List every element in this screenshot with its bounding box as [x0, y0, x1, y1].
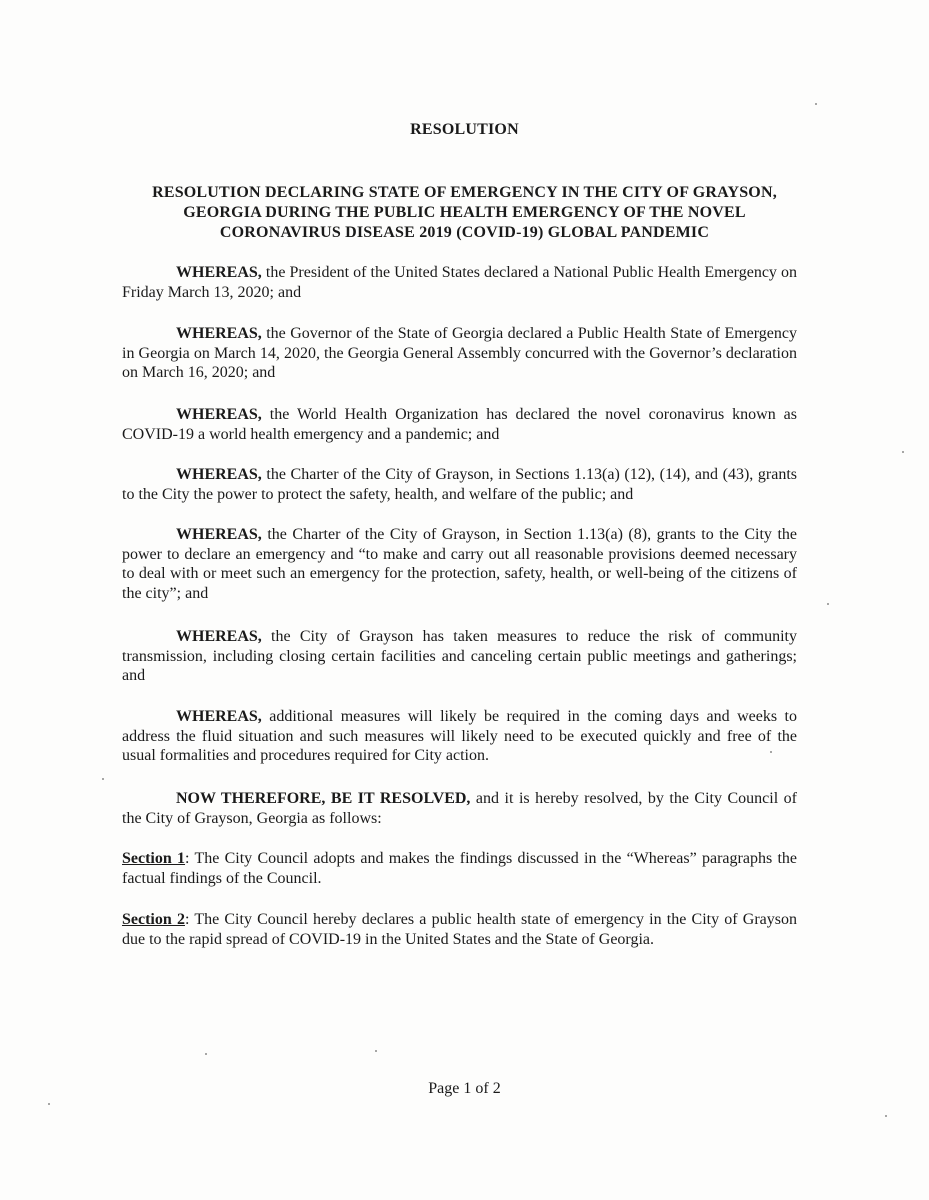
whereas-paragraph-7	[122, 707, 797, 766]
paragraph-text: the Charter of the City of Grayson, in Sections 1.13(a) (12), (14), and (43), grants to the City the power to protect the safety, health, and welfare of the public; and	[122, 466, 797, 503]
scan-speck	[48, 1103, 50, 1105]
paragraph-text: the World Health Organization has declared the novel coronavirus known as COVID-19 a world health emergency and a pandemic; and	[122, 406, 797, 443]
section-label: Section 2	[122, 911, 185, 928]
section-2	[122, 910, 797, 949]
scan-speck	[375, 1050, 377, 1052]
section-text: : The City Council hereby declares a public health state of emergency in the City of Grayson due to the rapid spread of COVID-19 in the United States and the State of Georgia.	[122, 911, 797, 948]
paragraph-text: the City of Grayson has taken measures to reduce the risk of community transmission, including closing certain facilities and canceling certain public meetings and gatherings; and	[122, 628, 797, 684]
whereas-paragraph-2	[122, 324, 797, 383]
scan-speck	[902, 451, 904, 453]
paragraph-text: the Charter of the City of Grayson, in Section 1.13(a) (8), grants to the City the power to declare an emergency and “to make and carry out all reasonable provisions deemed necessary to deal with or meet such an emergency for the protection, safety, health, or well-being of the citizens of the city”; and	[122, 526, 797, 602]
whereas-paragraph-1	[122, 263, 797, 302]
section-label: Section 1	[122, 850, 186, 867]
paragraph-lead: WHEREAS,	[176, 466, 262, 483]
document-title: RESOLUTION	[410, 121, 519, 138]
paragraph-text: the President of the United States declared a National Public Health Emergency on Friday March 13, 2020; and	[122, 264, 797, 301]
paragraph-text: and it is hereby resolved, by the City Council of the City of Grayson, Georgia as follows:	[122, 790, 797, 827]
paragraph-text: additional measures will likely be required in the coming days and weeks to address the fluid situation and such measures will likely need to be executed quickly and free of the usual formalities and procedures required for City action.	[122, 708, 797, 764]
page-number: Page 1 of 2	[428, 1080, 501, 1097]
scan-speck	[770, 751, 772, 753]
whereas-paragraph-5	[122, 525, 797, 603]
paragraph-text: the Governor of the State of Georgia declared a Public Health State of Emergency in Georgia on March 14, 2020, the Georgia General Assembly concurred with the Governor’s declaration on March 16, 2020; and	[122, 325, 797, 381]
paragraph-lead: WHEREAS,	[176, 325, 262, 342]
scan-speck	[815, 103, 817, 105]
section-text: : The City Council adopts and makes the findings discussed in the “Whereas” paragraphs the factual findings of the Council.	[122, 850, 797, 887]
resolution-subtitle	[0, 183, 929, 243]
whereas-paragraph-3	[122, 405, 797, 444]
resolved-paragraph	[122, 789, 797, 828]
subtitle-line: RESOLUTION DECLARING STATE OF EMERGENCY IN THE CITY OF GRAYSON,	[152, 184, 777, 201]
paragraph-lead: WHEREAS,	[176, 628, 262, 645]
scan-speck	[102, 778, 104, 780]
section-1	[122, 849, 797, 888]
paragraph-lead: NOW THEREFORE, BE IT RESOLVED,	[176, 790, 471, 807]
scan-speck	[885, 1115, 887, 1117]
subtitle-line: GEORGIA DURING THE PUBLIC HEALTH EMERGENCY OF THE NOVEL	[183, 204, 746, 221]
whereas-paragraph-6	[122, 627, 797, 686]
paragraph-lead: WHEREAS,	[176, 708, 262, 725]
whereas-paragraph-4	[122, 465, 797, 504]
scan-speck	[827, 603, 829, 605]
paragraph-lead: WHEREAS,	[176, 526, 262, 543]
subtitle-line: CORONAVIRUS DISEASE 2019 (COVID-19) GLOBAL PANDEMIC	[219, 224, 710, 241]
paragraph-lead: WHEREAS,	[176, 264, 262, 281]
paragraph-lead: WHEREAS,	[176, 406, 262, 423]
scan-speck	[205, 1053, 207, 1055]
